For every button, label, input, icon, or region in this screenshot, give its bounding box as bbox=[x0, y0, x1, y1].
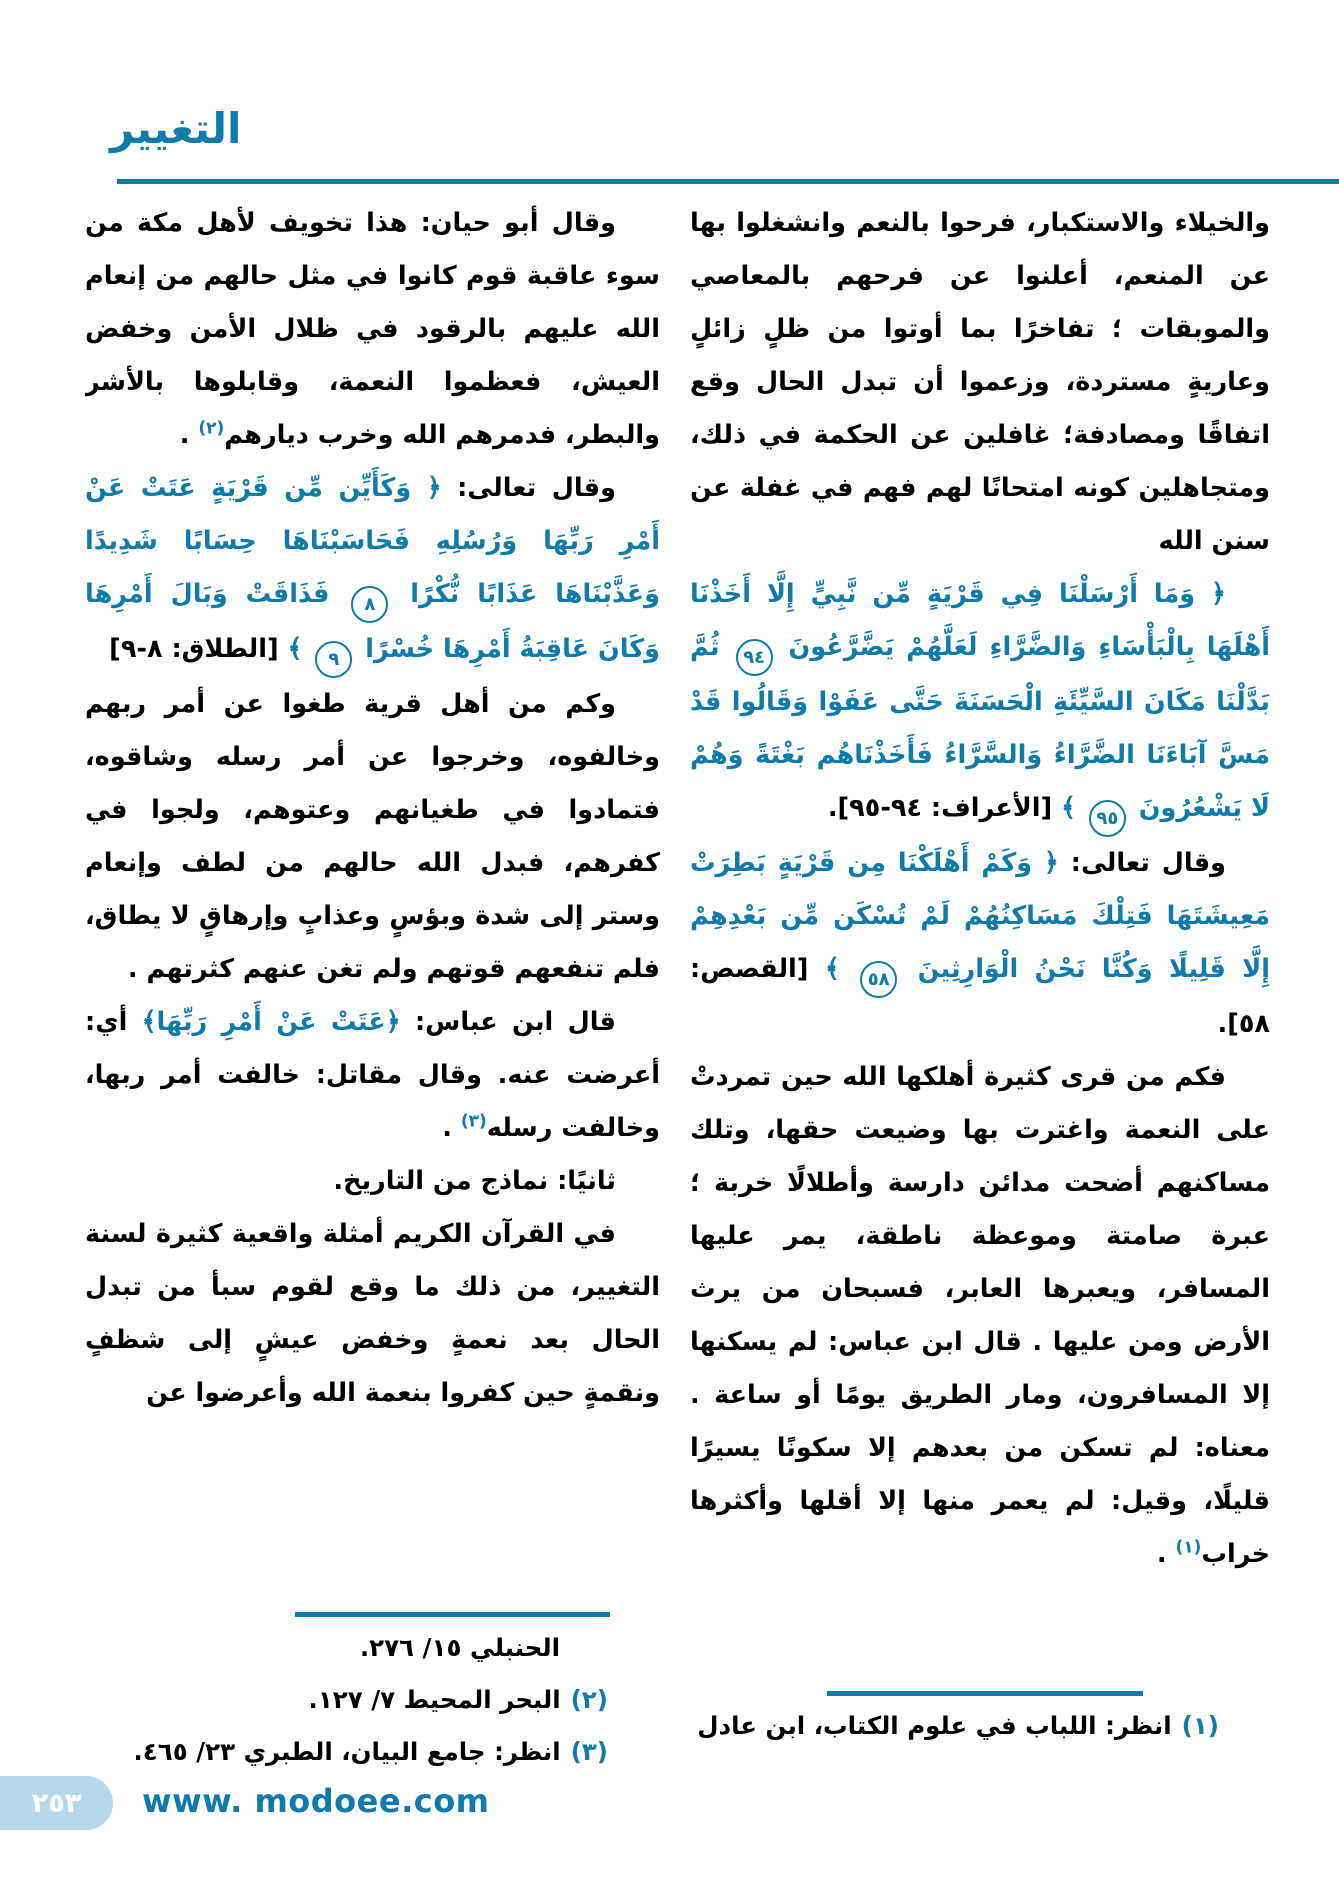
footnote-marker: (١) bbox=[1175, 1537, 1202, 1558]
section-heading bbox=[85, 1155, 660, 1208]
footnote bbox=[674, 1700, 1219, 1752]
footnote-text: الحنبلي ١٥/ ٢٧٦. bbox=[359, 1633, 560, 1662]
body-text: فكم من قرى كثيرة أهلكها الله حين تمردتْ على النعمة واغترت بها وضيعت حقها، وتلك مساكنهم أضحت مدائن دارسة وأطلالًا خربة ؛ عبرة صامتة وموعظة ناطقة، يمر عليها المسافر، ويعبرها العابر، فسبحان من يرث الأرض ومن عليها . قال ابن عباس: لم يسكنها إلا المسافرون، ومار الطريق يومًا أو ساعة . معناه: لم تسكن من بعدهم إلا سكونًا يسيرًا قليلًا، وقيل: لم يعمر منها إلا أقلها وأكثرها خراب bbox=[690, 1062, 1270, 1569]
footnote bbox=[83, 1674, 608, 1726]
body-text: أي: أعرضت عنه. وقال مقاتل: خالفت أمر ربها، وخالفت رسله bbox=[85, 1007, 660, 1143]
footnote-text: انظر: جامع البيان، الطبري ٢٣/ ٤٦٥. bbox=[133, 1737, 561, 1766]
footnote bbox=[83, 1622, 608, 1674]
ayah-number-medallion: ٨ bbox=[351, 586, 388, 623]
ayah-number-medallion: ٩٥ bbox=[1089, 800, 1126, 837]
quran-text: فَذَاقَتْ وَبَالَ أَمْرِهَا وَكَانَ عَاقِبَةُ أَمْرِهَا خُسْرًا bbox=[85, 579, 660, 664]
body-text: . bbox=[442, 1113, 461, 1143]
verse-reference: [الأعراف: ٩٤-٩٥]. bbox=[827, 793, 1062, 823]
paragraph-ibn-abbas bbox=[85, 996, 660, 1155]
page-header-title: التغيير bbox=[110, 104, 242, 153]
quran-text: ﴾ bbox=[824, 954, 857, 984]
body-text: قال ابن عباس: bbox=[400, 1007, 616, 1037]
body-text: وقال أبو حيان: هذا تخويف لأهل مكة من سوء عاقبة قوم كانوا في مثل حالهم من إنعام الله عليهم بالرقود في ظلال الأمن وخفض العيش، فعظموا النعمة، وقابلوها بالأشر والبطر، فدمرهم الله وخرب ديارهم bbox=[85, 208, 660, 450]
body-text: . bbox=[1156, 1539, 1176, 1569]
quran-text: ﴿ وَكَمْ أَهْلَكْنَا مِن قَرْيَةٍ بَطِرَتْ مَعِيشَتَهَا فَتِلْكَ مَسَاكِنُهُمْ لَمْ تُسْكَن مِّن بَعْدِهِمْ إِلَّا قَلِيلًا وَكُنَّا نَحْنُ الْوَارِثِينَ bbox=[690, 848, 1270, 984]
paragraph-commentary bbox=[85, 678, 660, 996]
website-url: www. modoee.com bbox=[142, 1782, 490, 1820]
ayah-number-medallion: ٩ bbox=[315, 641, 352, 678]
footnote-separator-right bbox=[827, 1691, 1143, 1696]
quran-text: ﴿ وَمَا أَرْسَلْنَا فِي قَرْيَةٍ مِّن نَّبِيٍّ إِلَّا أَخَذْنَا أَهْلَهَا بِالْبَأْسَاءِ وَالضَّرَّاءِ لَعَلَّهُمْ يَضَّرَّعُونَ bbox=[690, 579, 1270, 662]
paragraph-continuation bbox=[690, 197, 1270, 568]
verse-reference: [الطلاق: ٨-٩] bbox=[109, 634, 288, 664]
footnotes-right-column bbox=[674, 1700, 1219, 1752]
body-text: في القرآن الكريم أمثلة واقعية كثيرة لسنة التغيير، من ذلك ما وقع لقوم سبأ من تبدل الحال بعد نعمةٍ وخفض عيشٍ إلى شظفٍ ونقمةٍ حين كفروا بنعمة الله وأعرضوا عن bbox=[85, 1219, 660, 1408]
quran-verse-qasas bbox=[690, 837, 1270, 1051]
footnotes-left-column bbox=[83, 1622, 608, 1778]
footnote-number: (٣) bbox=[570, 1737, 608, 1766]
page-number-badge: ٢٥٣ bbox=[0, 1776, 113, 1830]
quran-text: ثُمَّ بَدَّلْنَا مَكَانَ السَّيِّئَةِ الْحَسَنَةَ حَتَّى عَفَوْا وَقَالُوا قَدْ مَسَّ آبَاءَنَا الضَّرَّاءُ وَالسَّرَّاءُ فَأَخَذْنَاهُم بَغْتَةً وَهُمْ لَا يَشْعُرُونَ bbox=[690, 632, 1270, 823]
quran-text: ﴿ وَكَأَيِّن مِّن قَرْيَةٍ عَتَتْ عَنْ أَمْرِ رَبِّهَا وَرُسُلِهِ فَحَاسَبْنَاهَا حِسَابًا شَدِيدًا وَعَذَّبْنَاهَا عَذَابًا نُّكْرًا bbox=[85, 473, 660, 609]
header-rule bbox=[117, 179, 1339, 184]
column-right bbox=[690, 197, 1270, 1685]
footnote-number: (١) bbox=[1181, 1711, 1219, 1740]
quran-text: ﴾ bbox=[1061, 793, 1085, 823]
body-text: والخيلاء والاستكبار، فرحوا بالنعم وانشغلوا بها عن المنعم، أعلنوا عن فرحهم بالمعاصي والموبقات ؛ تفاخرًا بما أوتوا من ظلٍ زائلٍ وعاريةٍ مستردة، وزعموا أن تبدل الحال وقع اتفاقًا ومصادفة؛ غافلين عن الحكمة في ذلك، ومتجاهلين كونه امتحانًا لهم فهم في غفلة عن سنن الله bbox=[690, 208, 1270, 556]
body-text: وقال تعالى: bbox=[441, 473, 616, 503]
verse-reference: [القصص: ٥٨]. bbox=[690, 954, 1270, 1039]
column-left bbox=[85, 197, 660, 1605]
quran-verse-talaq bbox=[85, 462, 660, 678]
quran-verse-araf bbox=[690, 568, 1270, 837]
paragraph-intro-history bbox=[85, 1208, 660, 1420]
paragraph-abu-hayyan bbox=[85, 197, 660, 462]
quran-text: ﴿عَتَتْ عَنْ أَمْرِ رَبِّهَا﴾ bbox=[141, 1007, 401, 1037]
footnote-marker: (٣) bbox=[460, 1111, 487, 1132]
footnote-marker: (٢) bbox=[198, 418, 225, 439]
paragraph-commentary bbox=[690, 1051, 1270, 1581]
ayah-number-medallion: ٩٤ bbox=[736, 639, 773, 676]
ayah-number-medallion: ٥٨ bbox=[860, 961, 897, 998]
footnote-text: انظر: اللباب في علوم الكتاب، ابن عادل bbox=[697, 1711, 1172, 1740]
footnote-text: البحر المحيط ٧/ ١٢٧. bbox=[308, 1685, 561, 1714]
two-column-text bbox=[85, 197, 1270, 1685]
body-text: . bbox=[179, 420, 199, 450]
body-text: ثانيًا: نماذج من التاريخ. bbox=[333, 1166, 616, 1196]
body-text: وكم من أهل قرية طغوا عن أمر ربهم وخالفوه، وخرجوا عن أمر رسله وشاقوه، فتمادوا في طغيانهم وعتوهم، ولجوا في كفرهم، فبدل الله حالهم من لطف وإنعام وستر إلى شدة وبؤسٍ وعذابٍ وإرهاقٍ لا يطاق، فلم تنفعهم قوتهم ولم تغن عنهم كثرتهم . bbox=[85, 689, 660, 984]
footnote-separator-left bbox=[295, 1612, 610, 1617]
body-text: وقال تعالى: bbox=[1058, 848, 1227, 878]
footnote-number: (٢) bbox=[570, 1685, 608, 1714]
quran-text: ﴾ bbox=[287, 634, 312, 664]
footnote bbox=[83, 1726, 608, 1778]
